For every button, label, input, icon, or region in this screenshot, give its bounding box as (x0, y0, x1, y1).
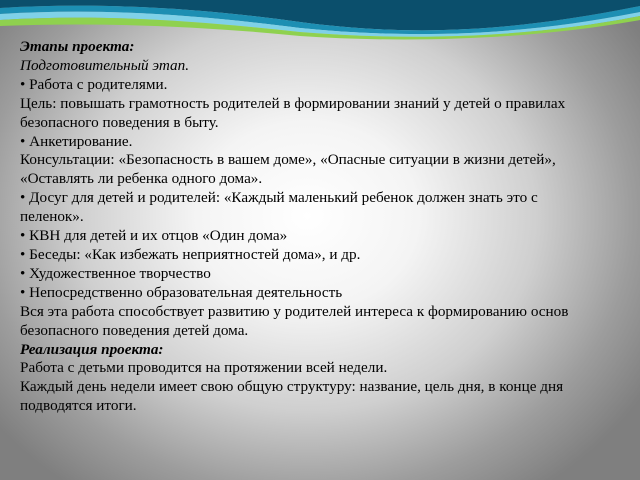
text-line: пеленок». (20, 208, 84, 226)
text-line: Цель: повышать грамотность родителей в формировании знаний у детей о правилах (20, 94, 566, 112)
text-line: Консультации: «Безопасность в вашем доме», «Опасные ситуации в жизни детей», (20, 151, 556, 169)
text-line: • Досуг для детей и родителей: «Каждый маленький ребенок должен знать это с (20, 189, 538, 207)
text-line: безопасного поведения детей дома. (20, 321, 249, 339)
text-line: Каждый день недели имеет свою общую структуру: название, цель дня, в конце дня (20, 378, 564, 396)
text-line: Работа с детьми проводится на протяжении всей недели. (20, 359, 388, 377)
text-line: • Непосредственно образовательная деятельность (20, 283, 343, 301)
wave-decoration (0, 0, 640, 40)
prep-stage-subheading: Подготовительный этап. (20, 56, 190, 74)
text-line: подводятся итоги. (20, 397, 137, 415)
slide-content (20, 38, 626, 416)
text-line: • Работа с родителями. (20, 75, 168, 93)
text-line: безопасного поведения в быту. (20, 113, 219, 131)
text-line: «Оставлять ли ребенка одного дома». (20, 170, 263, 188)
text-line: • Анкетирование. (20, 132, 133, 150)
text-line: • КВН для детей и их отцов «Один дома» (20, 227, 288, 245)
stages-heading: Этапы проекта: (20, 38, 135, 55)
text-line: Вся эта работа способствует развитию у родителей интереса к формированию основ (20, 302, 569, 320)
text-line: • Художественное творчество (20, 264, 211, 282)
text-line: • Беседы: «Как избежать неприятностей дома», и др. (20, 245, 361, 263)
implementation-heading: Реализация проекта: (20, 340, 164, 358)
